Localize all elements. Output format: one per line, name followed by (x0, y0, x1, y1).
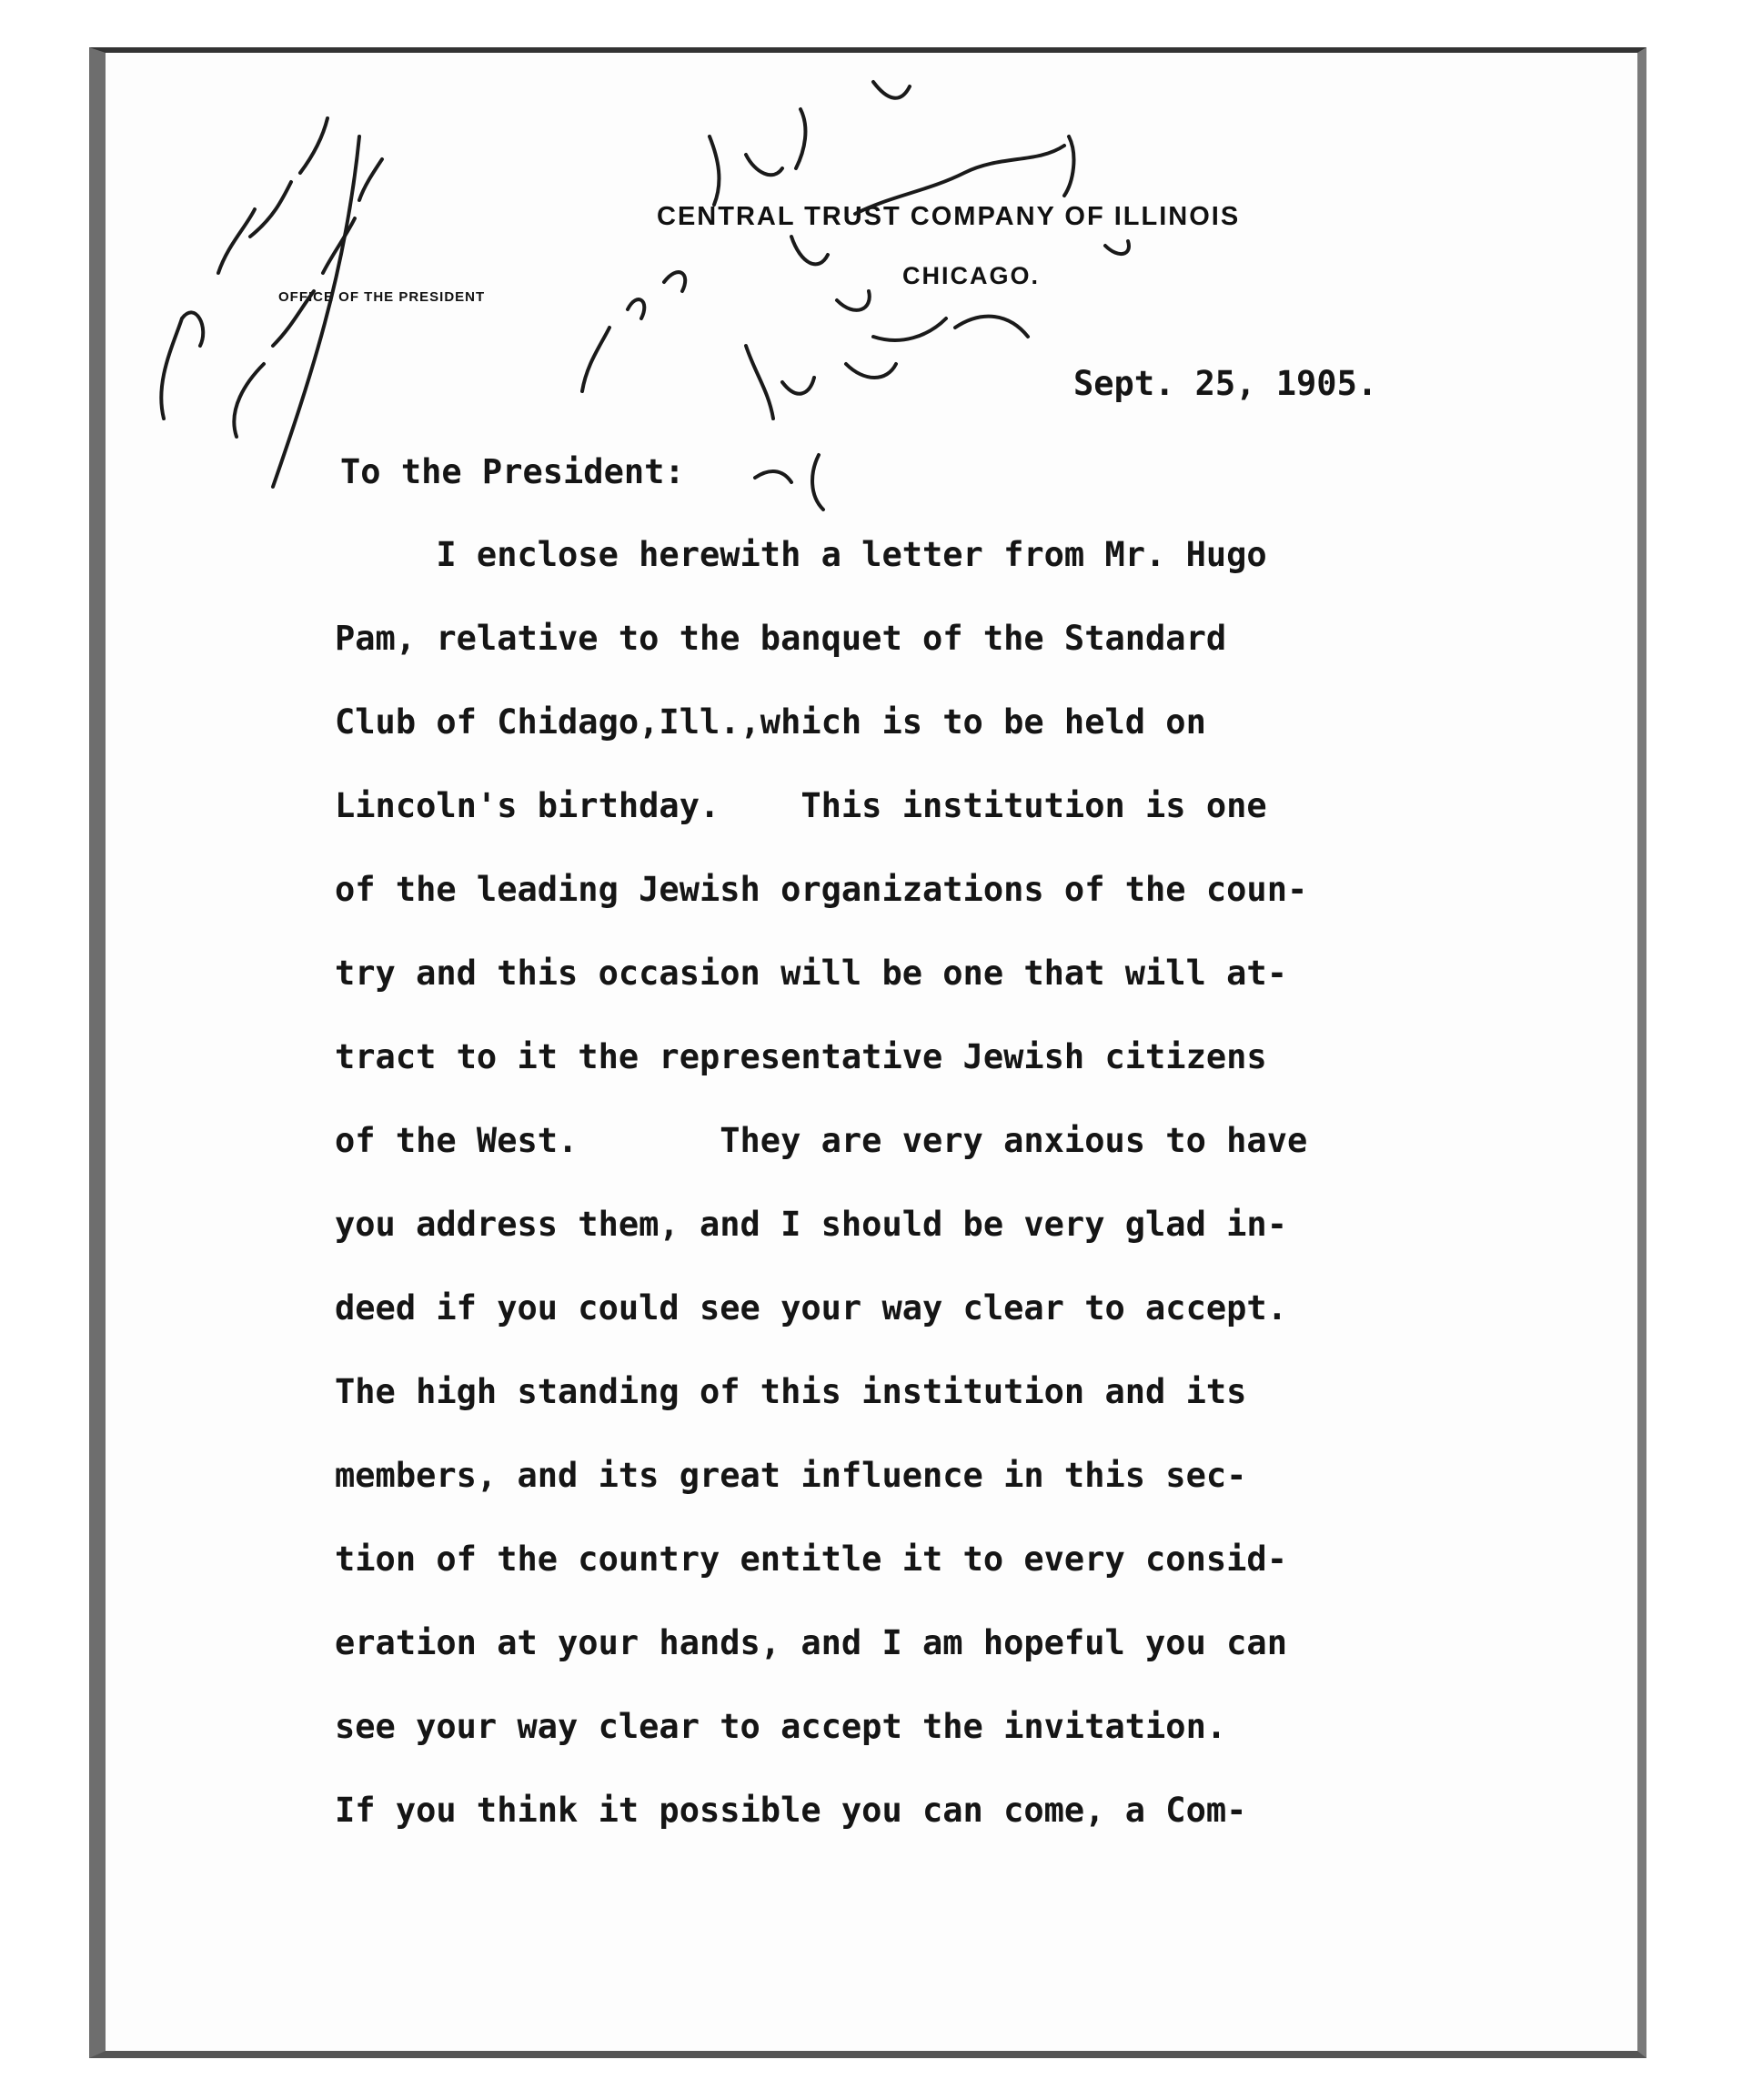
body-line: members, and its great influence in this sec- (335, 1456, 1247, 1495)
body-line: deed if you could see your way clear to accept. (335, 1288, 1287, 1328)
body-line: Pam, relative to the banquet of the Standard (335, 619, 1227, 658)
body-line: If you think it possible you can come, a Com- (335, 1791, 1247, 1830)
body-line: I enclose herewith a letter from Mr. Hugo (335, 535, 1267, 574)
letter-salutation: To the President: (340, 452, 685, 491)
body-line: Lincoln's birthday. This institution is one (335, 786, 1267, 825)
body-line: you address them, and I should be very glad in- (335, 1205, 1287, 1244)
body-line: Club of Chidago,Ill.,which is to be held on (335, 702, 1206, 742)
letterhead-city: CHICAGO. (902, 262, 1040, 289)
body-line: see your way clear to accept the invitation. (335, 1707, 1227, 1746)
body-line: of the West. They are very anxious to have (335, 1121, 1308, 1160)
body-line: tract to it the representative Jewish citizens (335, 1037, 1267, 1076)
letterhead-office: OFFICE OF THE PRESIDENT (278, 289, 486, 305)
body-line: eration at your hands, and I am hopeful you can (335, 1623, 1287, 1662)
body-line: tion of the country entitle it to every consid- (335, 1540, 1287, 1579)
body-line: The high standing of this institution and its (335, 1372, 1247, 1411)
letterhead-company: CENTRAL TRUST COMPANY OF ILLINOIS (657, 202, 1241, 231)
body-line: of the leading Jewish organizations of the coun- (335, 870, 1308, 909)
letter-date: Sept. 25, 1905. (1073, 364, 1378, 403)
body-line: try and this occasion will be one that will at- (335, 954, 1287, 993)
